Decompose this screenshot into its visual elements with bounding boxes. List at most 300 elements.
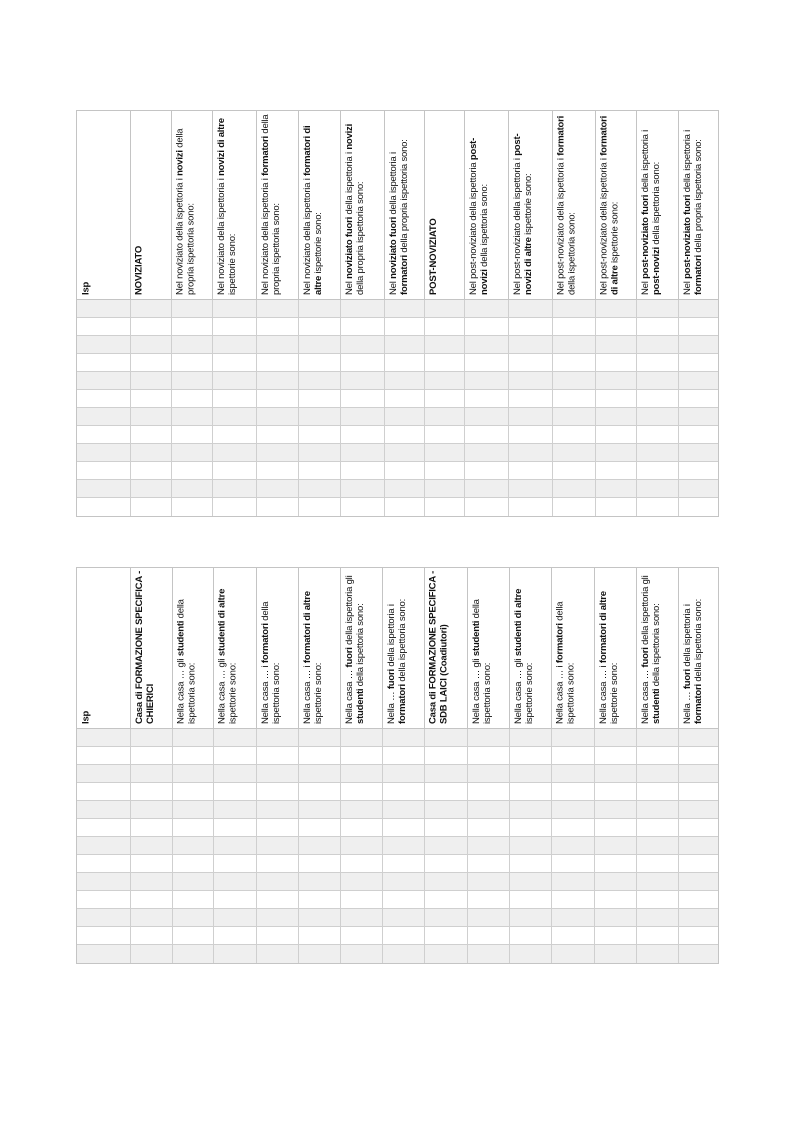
table-cell[interactable] [678,480,720,497]
table-cell[interactable] [636,372,678,389]
table-cell[interactable] [340,462,384,479]
table-cell[interactable] [298,891,340,908]
table-cell[interactable] [130,480,171,497]
table-cell[interactable] [382,819,424,836]
table-cell[interactable] [256,855,298,872]
table-cell[interactable] [298,318,340,335]
table-cell[interactable] [340,729,382,746]
table-cell[interactable] [678,891,720,908]
table-cell[interactable] [467,891,509,908]
table-cell[interactable] [171,426,212,443]
table-cell[interactable] [636,318,678,335]
table-cell[interactable] [213,747,256,764]
table-cell[interactable] [636,927,678,944]
table-cell[interactable] [382,783,424,800]
table-cell[interactable] [212,408,256,425]
table-cell[interactable] [636,444,678,461]
table-cell[interactable] [678,300,720,317]
table-cell[interactable] [130,498,171,516]
table-cell[interactable] [298,765,340,782]
table-cell[interactable] [552,408,595,425]
table-cell[interactable] [130,300,171,317]
table-cell[interactable] [298,354,340,371]
table-cell[interactable] [594,819,636,836]
table-cell[interactable] [298,747,340,764]
table-cell[interactable] [467,747,509,764]
table-cell[interactable] [256,729,298,746]
table-cell[interactable] [594,945,636,963]
table-cell[interactable] [508,336,552,353]
table-cell[interactable] [171,444,212,461]
table-cell[interactable] [256,873,298,890]
table-cell[interactable] [213,891,256,908]
table-cell[interactable] [256,390,298,407]
table-cell[interactable] [384,498,424,516]
table-cell[interactable] [467,783,509,800]
table-cell[interactable] [382,747,424,764]
table-cell[interactable] [509,801,551,818]
table-cell[interactable] [551,819,594,836]
table-cell[interactable] [551,729,594,746]
table-cell[interactable] [130,891,172,908]
table-cell[interactable] [595,318,636,335]
table-cell[interactable] [552,390,595,407]
table-cell[interactable] [212,498,256,516]
table-cell[interactable] [130,837,172,854]
table-cell[interactable] [595,444,636,461]
table-cell[interactable] [384,336,424,353]
table-cell[interactable] [298,909,340,926]
table-cell[interactable] [256,354,298,371]
table-cell[interactable] [77,462,130,479]
table-cell[interactable] [340,927,382,944]
table-cell[interactable] [551,855,594,872]
table-cell[interactable] [298,426,340,443]
table-cell[interactable] [508,426,552,443]
table-cell[interactable] [130,444,171,461]
table-cell[interactable] [467,909,509,926]
table-cell[interactable] [171,354,212,371]
table-cell[interactable] [551,891,594,908]
table-cell[interactable] [636,480,678,497]
table-cell[interactable] [467,819,509,836]
table-cell[interactable] [256,909,298,926]
table-cell[interactable] [636,855,678,872]
table-cell[interactable] [382,765,424,782]
table-cell[interactable] [594,747,636,764]
table-cell[interactable] [551,747,594,764]
table-cell[interactable] [464,354,508,371]
table-cell[interactable] [636,837,678,854]
table-cell[interactable] [678,873,720,890]
table-cell[interactable] [340,819,382,836]
table-cell[interactable] [384,426,424,443]
table-cell[interactable] [424,300,464,317]
table-cell[interactable] [172,873,213,890]
table-cell[interactable] [130,801,172,818]
table-cell[interactable] [77,909,130,926]
table-cell[interactable] [298,729,340,746]
table-cell[interactable] [340,480,384,497]
table-cell[interactable] [464,336,508,353]
table-cell[interactable] [256,318,298,335]
table-cell[interactable] [594,873,636,890]
table-cell[interactable] [77,819,130,836]
table-cell[interactable] [298,873,340,890]
table-cell[interactable] [509,873,551,890]
table-cell[interactable] [256,336,298,353]
table-cell[interactable] [678,747,720,764]
table-cell[interactable] [77,408,130,425]
table-cell[interactable] [130,372,171,389]
table-cell[interactable] [212,390,256,407]
table-cell[interactable] [256,747,298,764]
table-cell[interactable] [77,300,130,317]
table-cell[interactable] [424,837,467,854]
table-cell[interactable] [298,444,340,461]
table-cell[interactable] [171,408,212,425]
table-cell[interactable] [594,729,636,746]
table-cell[interactable] [256,819,298,836]
table-cell[interactable] [678,765,720,782]
table-cell[interactable] [595,390,636,407]
table-cell[interactable] [340,873,382,890]
table-cell[interactable] [340,336,384,353]
table-cell[interactable] [172,945,213,963]
table-cell[interactable] [256,765,298,782]
table-cell[interactable] [213,729,256,746]
table-cell[interactable] [340,426,384,443]
table-cell[interactable] [130,819,172,836]
table-cell[interactable] [594,855,636,872]
table-cell[interactable] [384,300,424,317]
table-cell[interactable] [384,480,424,497]
table-cell[interactable] [424,426,464,443]
table-cell[interactable] [424,462,464,479]
table-cell[interactable] [77,855,130,872]
table-cell[interactable] [77,927,130,944]
table-cell[interactable] [298,390,340,407]
table-cell[interactable] [424,873,467,890]
table-cell[interactable] [340,891,382,908]
table-cell[interactable] [636,300,678,317]
table-cell[interactable] [552,444,595,461]
table-cell[interactable] [678,801,720,818]
table-cell[interactable] [298,783,340,800]
table-cell[interactable] [424,855,467,872]
table-cell[interactable] [594,765,636,782]
table-cell[interactable] [298,945,340,963]
table-cell[interactable] [298,837,340,854]
table-cell[interactable] [424,747,467,764]
table-cell[interactable] [77,945,130,963]
table-cell[interactable] [424,372,464,389]
table-cell[interactable] [171,372,212,389]
table-cell[interactable] [464,300,508,317]
table-cell[interactable] [678,444,720,461]
table-cell[interactable] [636,747,678,764]
table-cell[interactable] [509,909,551,926]
table-cell[interactable] [508,354,552,371]
table-cell[interactable] [171,300,212,317]
table-cell[interactable] [172,783,213,800]
table-cell[interactable] [171,336,212,353]
table-cell[interactable] [636,729,678,746]
table-cell[interactable] [256,783,298,800]
table-cell[interactable] [678,498,720,516]
table-cell[interactable] [130,783,172,800]
table-cell[interactable] [256,408,298,425]
table-cell[interactable] [467,729,509,746]
table-cell[interactable] [172,891,213,908]
table-cell[interactable] [678,729,720,746]
table-cell[interactable] [595,408,636,425]
table-cell[interactable] [424,336,464,353]
table-cell[interactable] [636,873,678,890]
table-cell[interactable] [464,462,508,479]
table-cell[interactable] [678,462,720,479]
table-cell[interactable] [424,408,464,425]
table-cell[interactable] [77,747,130,764]
table-cell[interactable] [636,819,678,836]
table-cell[interactable] [508,318,552,335]
table-cell[interactable] [130,855,172,872]
table-cell[interactable] [256,837,298,854]
table-cell[interactable] [551,837,594,854]
table-cell[interactable] [212,354,256,371]
table-cell[interactable] [77,336,130,353]
table-cell[interactable] [256,927,298,944]
table-cell[interactable] [636,891,678,908]
table-cell[interactable] [595,300,636,317]
table-cell[interactable] [594,801,636,818]
table-cell[interactable] [594,783,636,800]
table-cell[interactable] [509,927,551,944]
table-cell[interactable] [172,927,213,944]
table-cell[interactable] [464,498,508,516]
table-cell[interactable] [340,390,384,407]
table-cell[interactable] [382,837,424,854]
table-cell[interactable] [77,480,130,497]
table-cell[interactable] [424,783,467,800]
table-cell[interactable] [382,891,424,908]
table-cell[interactable] [509,819,551,836]
table-cell[interactable] [256,480,298,497]
table-cell[interactable] [595,480,636,497]
table-cell[interactable] [213,819,256,836]
table-cell[interactable] [340,945,382,963]
table-cell[interactable] [467,837,509,854]
table-cell[interactable] [552,480,595,497]
table-cell[interactable] [384,390,424,407]
table-cell[interactable] [171,480,212,497]
table-cell[interactable] [77,765,130,782]
table-cell[interactable] [595,498,636,516]
table-cell[interactable] [678,783,720,800]
table-cell[interactable] [77,783,130,800]
table-cell[interactable] [340,765,382,782]
table-cell[interactable] [298,300,340,317]
table-cell[interactable] [424,801,467,818]
table-cell[interactable] [424,891,467,908]
table-cell[interactable] [298,927,340,944]
table-cell[interactable] [508,444,552,461]
table-cell[interactable] [551,927,594,944]
table-cell[interactable] [256,372,298,389]
table-cell[interactable] [464,426,508,443]
table-cell[interactable] [340,783,382,800]
table-cell[interactable] [256,891,298,908]
table-cell[interactable] [509,855,551,872]
table-cell[interactable] [509,783,551,800]
table-cell[interactable] [130,909,172,926]
table-cell[interactable] [130,390,171,407]
table-cell[interactable] [130,747,172,764]
table-cell[interactable] [130,462,171,479]
table-cell[interactable] [552,372,595,389]
table-cell[interactable] [509,891,551,908]
table-cell[interactable] [130,873,172,890]
table-cell[interactable] [298,801,340,818]
table-cell[interactable] [212,426,256,443]
table-cell[interactable] [464,480,508,497]
table-cell[interactable] [678,426,720,443]
table-cell[interactable] [509,765,551,782]
table-cell[interactable] [172,747,213,764]
table-cell[interactable] [171,498,212,516]
table-cell[interactable] [594,837,636,854]
table-cell[interactable] [636,408,678,425]
table-cell[interactable] [384,408,424,425]
table-cell[interactable] [678,819,720,836]
table-cell[interactable] [424,927,467,944]
table-cell[interactable] [256,498,298,516]
table-cell[interactable] [508,372,552,389]
table-cell[interactable] [467,945,509,963]
table-cell[interactable] [551,945,594,963]
table-cell[interactable] [508,390,552,407]
table-cell[interactable] [212,318,256,335]
table-cell[interactable] [678,837,720,854]
table-cell[interactable] [552,426,595,443]
table-cell[interactable] [384,462,424,479]
table-cell[interactable] [340,408,384,425]
table-cell[interactable] [424,819,467,836]
table-cell[interactable] [77,498,130,516]
table-cell[interactable] [382,909,424,926]
table-cell[interactable] [130,729,172,746]
table-cell[interactable] [213,855,256,872]
table-cell[interactable] [464,318,508,335]
table-cell[interactable] [130,336,171,353]
table-cell[interactable] [213,783,256,800]
table-cell[interactable] [212,336,256,353]
table-cell[interactable] [298,336,340,353]
table-cell[interactable] [551,909,594,926]
table-cell[interactable] [382,855,424,872]
table-cell[interactable] [552,318,595,335]
table-cell[interactable] [552,336,595,353]
table-cell[interactable] [464,390,508,407]
table-cell[interactable] [464,444,508,461]
table-cell[interactable] [678,927,720,944]
table-cell[interactable] [552,462,595,479]
table-cell[interactable] [551,765,594,782]
table-cell[interactable] [213,909,256,926]
table-cell[interactable] [509,747,551,764]
table-cell[interactable] [467,855,509,872]
table-cell[interactable] [636,909,678,926]
table-cell[interactable] [340,318,384,335]
table-cell[interactable] [678,372,720,389]
table-cell[interactable] [256,444,298,461]
table-cell[interactable] [464,372,508,389]
table-cell[interactable] [424,765,467,782]
table-cell[interactable] [212,462,256,479]
table-cell[interactable] [298,372,340,389]
table-cell[interactable] [382,729,424,746]
table-cell[interactable] [77,318,130,335]
table-cell[interactable] [595,336,636,353]
table-cell[interactable] [678,318,720,335]
table-cell[interactable] [424,390,464,407]
table-cell[interactable] [678,909,720,926]
table-cell[interactable] [552,354,595,371]
table-cell[interactable] [340,747,382,764]
table-cell[interactable] [508,408,552,425]
table-cell[interactable] [298,498,340,516]
table-cell[interactable] [256,300,298,317]
table-cell[interactable] [636,336,678,353]
table-cell[interactable] [467,927,509,944]
table-cell[interactable] [424,909,467,926]
table-cell[interactable] [551,873,594,890]
table-cell[interactable] [636,498,678,516]
table-cell[interactable] [256,426,298,443]
table-cell[interactable] [594,927,636,944]
table-cell[interactable] [213,927,256,944]
table-cell[interactable] [424,498,464,516]
table-cell[interactable] [552,300,595,317]
table-cell[interactable] [213,765,256,782]
table-cell[interactable] [130,945,172,963]
table-cell[interactable] [77,354,130,371]
table-cell[interactable] [172,837,213,854]
table-cell[interactable] [172,729,213,746]
table-cell[interactable] [636,783,678,800]
table-cell[interactable] [382,927,424,944]
table-cell[interactable] [424,480,464,497]
table-cell[interactable] [636,945,678,963]
table-cell[interactable] [130,426,171,443]
table-cell[interactable] [340,498,384,516]
table-cell[interactable] [678,945,720,963]
table-cell[interactable] [595,354,636,371]
table-cell[interactable] [212,480,256,497]
table-cell[interactable] [636,801,678,818]
table-cell[interactable] [424,729,467,746]
table-cell[interactable] [636,354,678,371]
table-cell[interactable] [594,891,636,908]
table-cell[interactable] [467,873,509,890]
table-cell[interactable] [171,318,212,335]
table-cell[interactable] [509,729,551,746]
table-cell[interactable] [508,498,552,516]
table-cell[interactable] [77,426,130,443]
table-cell[interactable] [464,408,508,425]
table-cell[interactable] [340,801,382,818]
table-cell[interactable] [340,909,382,926]
